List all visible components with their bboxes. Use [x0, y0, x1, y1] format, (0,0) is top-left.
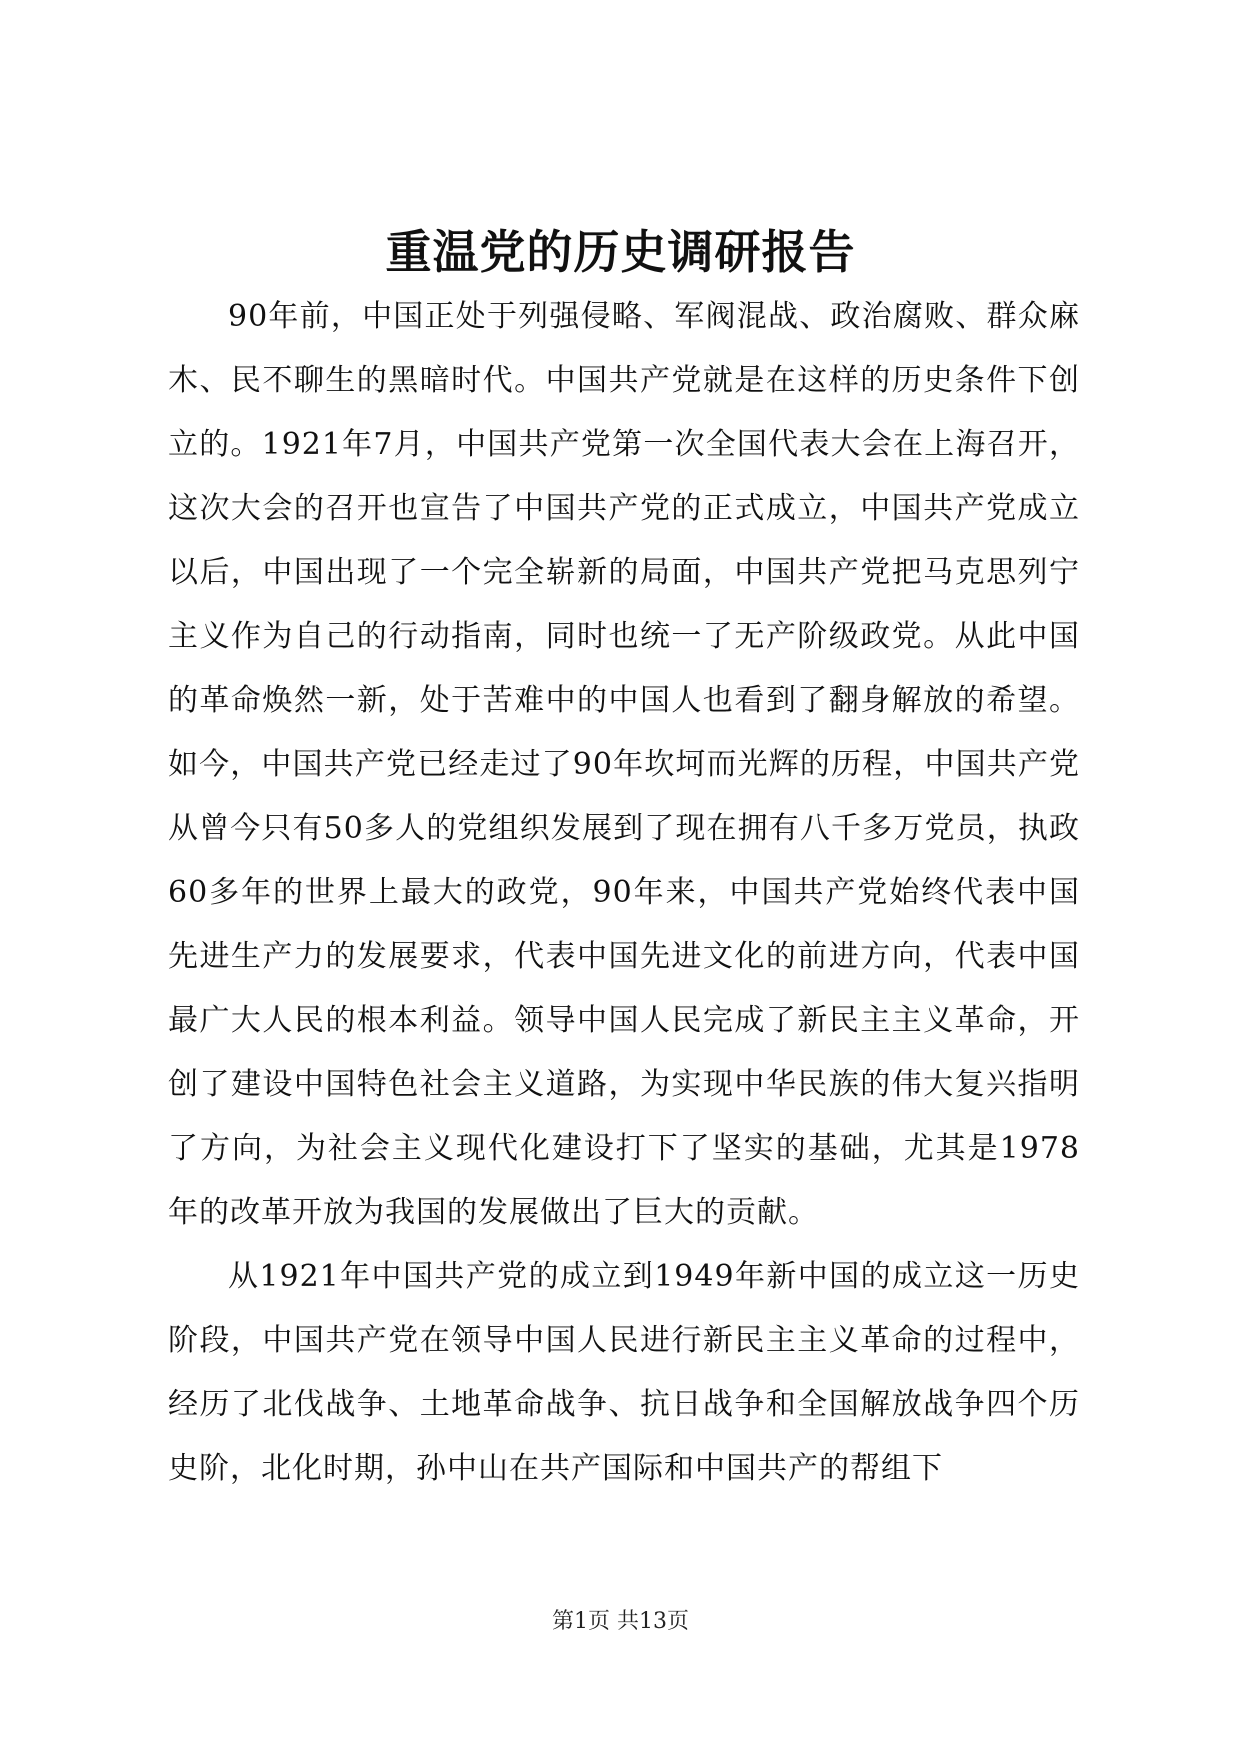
paragraph: 从1921年中国共产党的成立到1949年新中国的成立这一历史阶段，中国共产党在领导中国人民进行新民主主义革命的过程中，经历了北伐战争、土地革命战争、抗日战争和全国解放战争四个历史阶，北化时期，孙中山在共产国际和中国共产的帮组下	[168, 1259, 1080, 1486]
paragraph: 90年前，中国正处于列强侵略、军阀混战、政治腐败、群众麻木、民不聊生的黑暗时代。中国共产党就是在这样的历史条件下创立的。1921年7月，中国共产党第一次全国代表大会在上海召开，这次大会的召开也宣告了中国共产党的正式成立，中国共产党成立以后，中国出现了一个完全崭新的局面，中国共产党把马克思列宁主义作为自己的行动指南，同时也统一了无产阶级政党。从此中国的革命焕然一新，处于苦难中的中国人也看到了翻身解放的希望。如今，中国共产党已经走过了90年坎坷而光辉的历程，中国共产党从曾今只有50多人的党组织发展到了现在拥有八千多万党员，执政60多年的世界上最大的政党，90年来，中国共产党始终代表中国先进生产力的发展要求，代表中国先进文化的前进方向，代表中国最广大人民的根本利益。领导中国人民完成了新民主主义革命，开创了建设中国特色社会主义道路，为实现中华民族的伟大复兴指明了方向，为社会主义现代化建设打下了坚实的基础，尤其是1978年的改革开放为我国的发展做出了巨大的贡献。	[168, 299, 1080, 1230]
document-body	[168, 285, 1080, 1501]
page-number-footer: 第1页 共13页	[552, 1609, 689, 1634]
document-title: 重温党的历史调研报告	[385, 225, 856, 279]
